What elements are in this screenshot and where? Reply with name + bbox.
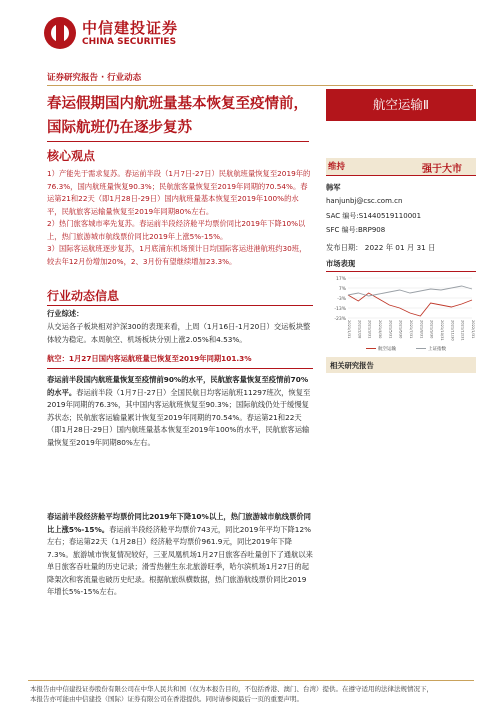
- chart-x-tick-label: 2022/1/31: [471, 320, 475, 339]
- chart-x-tick-label: 2021/4/30: [378, 320, 382, 339]
- report-title: 春运假期国内航班量基本恢复至疫情前，国际航班仍在逐步复苏: [47, 96, 308, 136]
- market-divider: [326, 271, 476, 272]
- chart-x-tick-label: 2021/3/31: [367, 320, 372, 339]
- chart-legend-label: 航空运输: [378, 347, 396, 352]
- chart-y-tick-label: 7%: [338, 287, 346, 292]
- title-underline: [47, 141, 309, 142]
- chart-legend-label: 上证指数: [428, 347, 446, 352]
- aviation-highlight: 航空：1月27日国内客运航班量已恢复至2019年同期101.3%: [47, 354, 252, 363]
- chart-y-tick-label: -23%: [334, 317, 346, 322]
- logo-english-name: CHINA SECURITIES: [82, 37, 177, 47]
- core-views-heading: 核心观点: [47, 149, 96, 163]
- chart-x-tick-label: 2021/1/31: [347, 320, 351, 339]
- market-performance-heading: 市场表现: [326, 259, 356, 268]
- company-logo: [44, 15, 192, 55]
- chart-x-ticks: [347, 320, 475, 341]
- chart-x-tick-label: 2021/12/31: [460, 320, 465, 341]
- chart-x-tick-label: 2021/11/30: [450, 320, 455, 341]
- disclaimer-line-1: 本报告由中信建投证券股份有限公司在中华人民共和国（仅为本报告目的，不包括香港、澳门、台湾）提供。在遵守适用的法律法规情况下，: [30, 685, 433, 693]
- analyst-name: 韩军: [326, 183, 341, 192]
- core-views-body: [47, 168, 313, 268]
- logo-chinese-name: 中信建投证券: [82, 19, 179, 37]
- para1-body: 春运前半段（1月7日-27日）全国民航日均客运航班11297班次，恢复至2019年同期的76.3%，其中国内客运航班恢复至90.3%；国际航线仍处于缓慢复苏状态；民航旅客运输量累计恢复至2019年同期的70.54%。春运第21和22天（即1月28日-29日）国内航班量基本恢复至2019年100%的水平，民航旅客运输量恢复至2019年同期80%左右。: [47, 387, 311, 447]
- header-divider: [47, 85, 473, 86]
- publish-date: 发布日期： 2022 年 01 月 31 日: [326, 243, 436, 252]
- summary-subheading: 行业综述：: [47, 309, 84, 318]
- report-type-tag: 证券研究报告 · 行业动态: [47, 73, 142, 83]
- citic-logo-icon: [44, 17, 76, 49]
- para1-lead: 春运前半段国内航班量恢复至疫情前90%的水平，民航旅客量恢复至疫情前70%的水平。: [47, 375, 309, 397]
- chart-legend: [366, 345, 446, 352]
- para2-body: 春运前半段经济舱平均票价743元，同比2019年平均下降12%左右；春运第22天（1月28日）经济舱平均票价961.9元，同比2019年下降7.3%。旅游城市恢复情况较好，三亚凤凰机场1月27日旅客吞吐量创下了通航以来单日旅客吞吐量的历史记录；滑雪热催生东北旅游旺季，哈尔滨机场1月27日的起降架次和客流量也破历史纪录。根据航旅纵横数据，热门旅游航线票价同比2019年增长5%-15%左右。: [47, 524, 313, 596]
- rating-value: 强于大市: [422, 164, 462, 175]
- chart-y-ticks: [334, 276, 346, 322]
- rating-label: 维持: [328, 162, 346, 172]
- chart-x-tick-label: 2021/9/30: [429, 320, 434, 339]
- chart-series-line: [348, 293, 472, 316]
- core-point-3: 3）国际客运航班逐步复苏，1月底浦东机场预计日均国际客运进港航班约30班，较去年12月份增加20%，2、3月份有望继续增加23.3%。: [47, 244, 307, 266]
- dynamics-divider: [47, 305, 313, 306]
- sfc-number: SFC 编号:BRP908: [326, 226, 386, 234]
- highlight-underline: [47, 368, 313, 369]
- industry-dynamics-heading: 行业动态信息: [47, 289, 120, 303]
- paragraph-flight-recovery: [47, 374, 313, 449]
- chart-x-tick-label: 2021/2/28: [357, 320, 362, 339]
- paragraph-fare: [47, 511, 313, 599]
- chart-grid: [348, 278, 472, 318]
- sac-number: SAC 编号:S1440519110001: [326, 212, 422, 220]
- market-performance-chart: [326, 274, 476, 354]
- core-point-2: 2）热门旅客城市率先复苏。春运前半段经济舱平均票价同比2019年下降10%以上，热门旅游城市航线票价同比2019年上涨5%-15%。: [47, 219, 306, 241]
- summary-text: 从交运各子板块相对沪深300的表现来看，上周（1月16日-1月20日）交运板块整体较为稳定。本周航空、机场板块分别上涨2.05%和4.53%。: [47, 322, 311, 344]
- chart-x-tick-label: 2021/8/31: [419, 320, 424, 339]
- chart-y-tick-label: 17%: [335, 277, 346, 282]
- industry-badge: 航空运输Ⅱ: [326, 89, 476, 121]
- related-reports-heading: 相关研究报告: [330, 361, 374, 370]
- chart-x-tick-label: 2021/6/30: [398, 320, 403, 339]
- footer-divider: [28, 680, 474, 681]
- chart-y-tick-label: -13%: [334, 307, 346, 312]
- chart-series: [348, 286, 472, 316]
- chart-y-tick-label: -3%: [337, 297, 346, 302]
- disclaimer-line-2: 本报告亦可能由中信建投（国际）证券有限公司在香港提供。同时请参阅最后一页的重要声明。: [30, 695, 303, 703]
- chart-x-tick-label: 2021/10/31: [440, 320, 444, 341]
- core-point-1: 1）产能先于需求复苏。春运前半段（1月7日-27日）民航航班量恢复至2019年的76.3%，国内航班量恢复90.3%；民航旅客量恢复至2019年同期的70.54%。春运第21和22天（即1月28日-29日）国内航班量基本恢复至2019年100%的水平，民航旅客运输量恢复至2019年同期80%左右。: [47, 169, 311, 216]
- analyst-email[interactable]: hanjunbj@csc.com.cn: [326, 197, 403, 205]
- chart-x-tick-label: 2021/5/31: [388, 320, 393, 339]
- para2-lead: 春运前半段经济舱平均票价同比2019年下降10%以上，热门旅游城市航线票价同比上涨5%-15%。: [47, 512, 311, 534]
- rating-divider: [326, 175, 476, 176]
- chart-x-tick-label: 2021/7/31: [409, 320, 413, 339]
